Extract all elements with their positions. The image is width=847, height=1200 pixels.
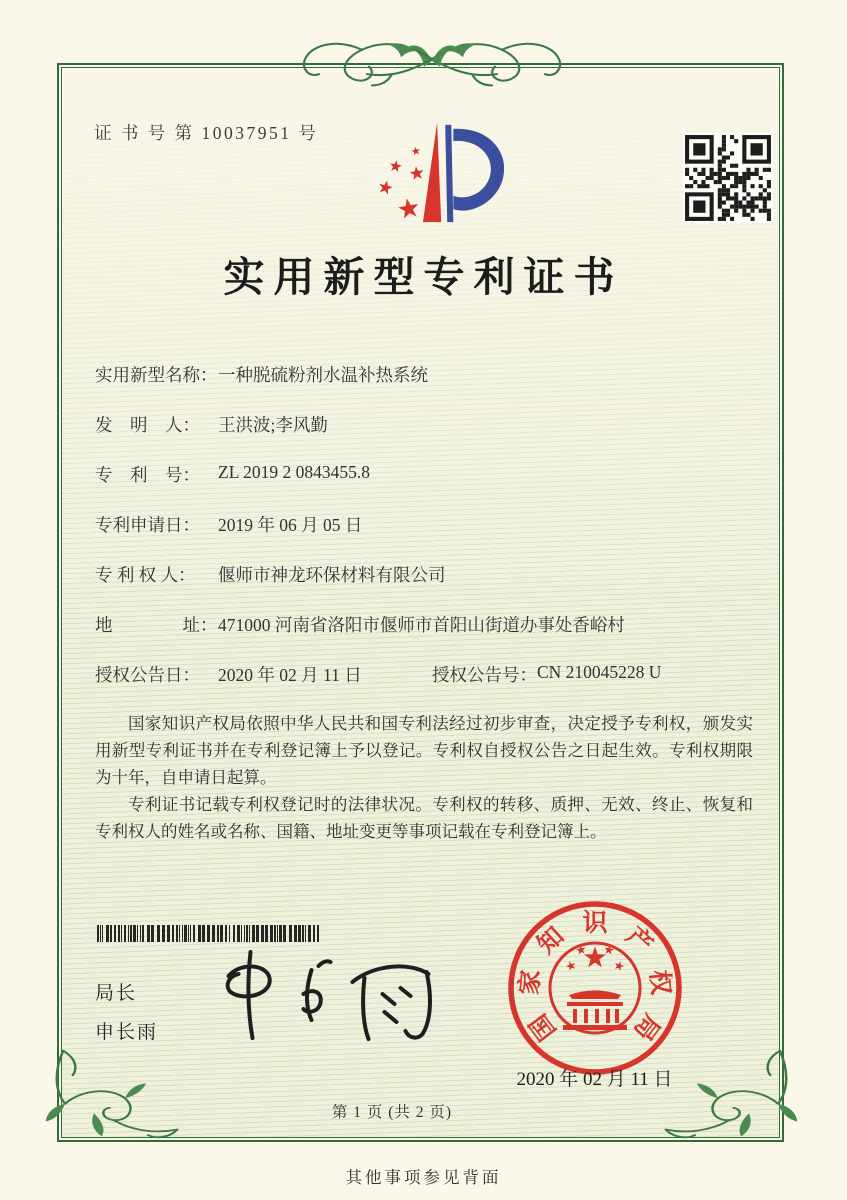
svg-text:家: 家 — [516, 968, 546, 997]
svg-text:局: 局 — [628, 1008, 665, 1045]
field-label: 发 明 人： — [95, 415, 200, 435]
national-emblem-icon — [550, 943, 640, 1033]
field-row-address — [95, 612, 757, 633]
qr-code-icon — [683, 133, 773, 223]
field-value: 偃师市神龙环保材料有限公司 — [218, 565, 446, 585]
barcode-icon — [97, 925, 321, 942]
field-label: 地 址： — [95, 615, 218, 635]
field-label: 专 利 权 人： — [95, 565, 196, 585]
border-flourish-top-icon — [297, 31, 567, 91]
svg-text:识: 识 — [582, 910, 608, 937]
legal-paragraph-2: 专利证书记载专利权登记时的法律状况。专利权的转移、质押、无效、终止、恢复和专利权人的姓名或名称、国籍、地址变更等事项记载在专利登记簿上。 — [95, 795, 753, 841]
legal-paragraph-1: 国家知识产权局依照中华人民共和国专利法经过初步审查，决定授予专利权，颁发实用新型专利证书并在专利登记簿上予以登记。专利权自授权公告之日起生效。专利权期限为十年，自申请日起算。 — [95, 714, 753, 787]
field-row-patent-number — [95, 462, 757, 483]
field-value: 471000 河南省洛阳市偃师市首阳山街道办事处香峪村 — [218, 615, 625, 635]
grant-date-value: 2020 年 02 月 11 日 — [218, 665, 362, 685]
grant-date-label: 授权公告日： — [95, 665, 200, 685]
svg-text:国: 国 — [525, 1008, 562, 1045]
officer-title: 局长 — [95, 983, 138, 1004]
certificate-fields — [95, 362, 757, 712]
cnipa-patent-logo-icon — [352, 110, 504, 238]
cnipa-red-seal — [505, 898, 685, 1078]
certificate-number: 证 书 号 第 10037951 号 — [94, 123, 319, 143]
svg-text:产: 产 — [620, 922, 658, 960]
field-row-patentee — [95, 562, 757, 583]
field-row-inventors — [95, 412, 757, 433]
svg-text:知: 知 — [532, 922, 570, 960]
director-signature — [212, 946, 447, 1046]
field-label: 专 利 号： — [95, 465, 200, 485]
field-row-filing-date — [95, 512, 757, 533]
svg-text:权: 权 — [644, 968, 674, 997]
border-flourish-bottom-left-icon — [36, 1048, 181, 1150]
officer-block — [95, 978, 158, 1056]
field-value: 王洪波;李风勤 — [218, 415, 328, 435]
field-label: 专利申请日： — [95, 515, 200, 535]
certificate-title: 实用新型专利证书 — [223, 254, 624, 300]
field-row-grant — [95, 662, 757, 683]
grant-number-value: CN 210045228 U — [537, 662, 662, 682]
field-value: 2019 年 06 月 05 日 — [218, 515, 363, 535]
grant-number-pair — [432, 662, 661, 687]
field-value: 一种脱硫粉剂水温补热系统 — [218, 365, 428, 385]
grant-number-label: 授权公告号： — [432, 665, 537, 685]
seal-date: 2020 年 02 月 11 日 — [516, 1069, 673, 1090]
field-label: 实用新型名称： — [95, 365, 218, 385]
field-value: ZL 2019 2 0843455.8 — [218, 462, 370, 482]
officer-name: 申长雨 — [95, 1022, 159, 1043]
field-row-utility-name — [95, 362, 757, 383]
legal-text — [95, 710, 753, 845]
page-number: 第 1 页 (共 2 页) — [331, 1104, 453, 1121]
back-side-note: 其他事项参见背面 — [345, 1168, 502, 1187]
